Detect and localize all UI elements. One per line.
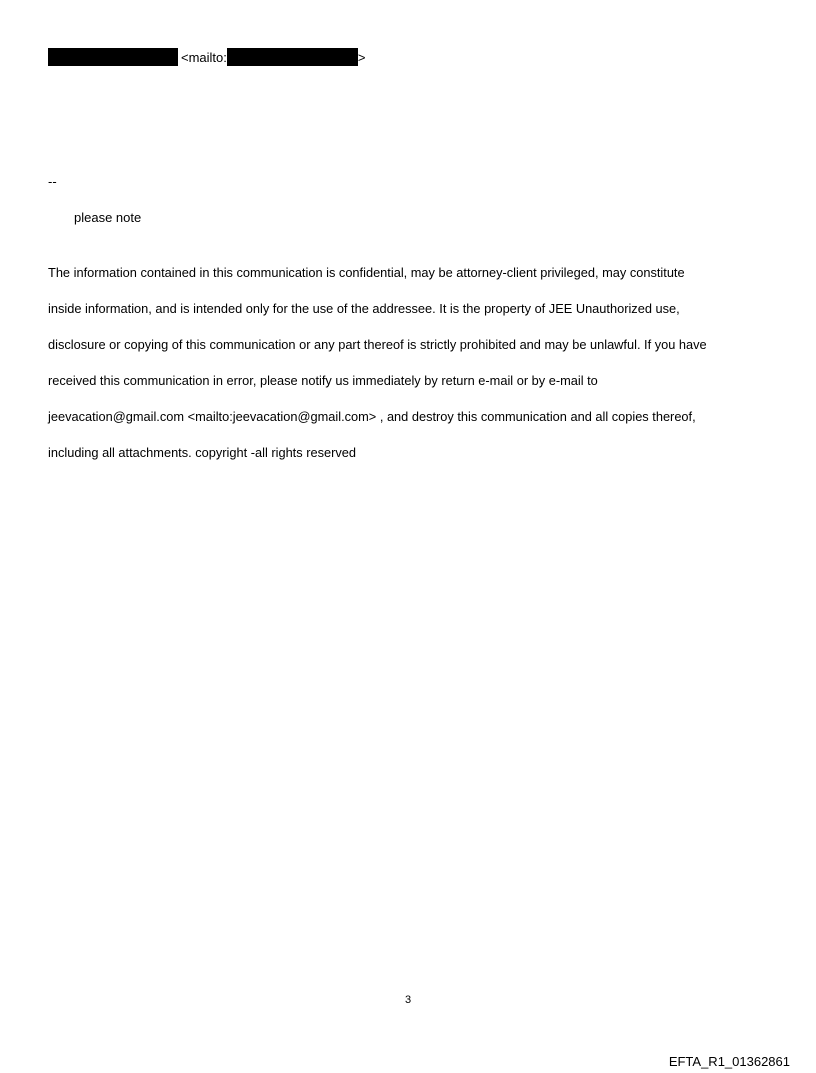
disclaimer-line: jeevacation@gmail.com <mailto:jeevacation@gmail.com> , and destroy this communication and all copies thereof, (48, 409, 696, 424)
disclaimer-line: inside information, and is intended only for the use of the addressee. It is the property of JEE Unauthorized use, (48, 301, 680, 316)
disclaimer-line: received this communication in error, please notify us immediately by return e-mail or by e-mail to (48, 373, 598, 388)
mailto-prefix: <mailto: (181, 49, 227, 65)
signature-separator: -- (48, 174, 57, 189)
redacted-email-header (48, 48, 365, 66)
page-number: 3 (404, 994, 412, 1006)
disclaimer-line: The information contained in this communication is confidential, may be attorney-client privileged, may constitute (48, 265, 685, 280)
mailto-suffix: > (357, 49, 366, 65)
disclaimer-line: disclosure or copying of this communication or any part thereof is strictly prohibited and may be unlawful. If you have (48, 337, 707, 352)
redaction-block-name (48, 48, 178, 66)
confidentiality-disclaimer (48, 246, 768, 480)
document-id: EFTA_R1_01362861 (668, 1054, 790, 1069)
please-note-text: please note (74, 210, 142, 225)
redaction-block-address (227, 48, 358, 66)
disclaimer-line: including all attachments. copyright -all rights reserved (48, 445, 356, 460)
